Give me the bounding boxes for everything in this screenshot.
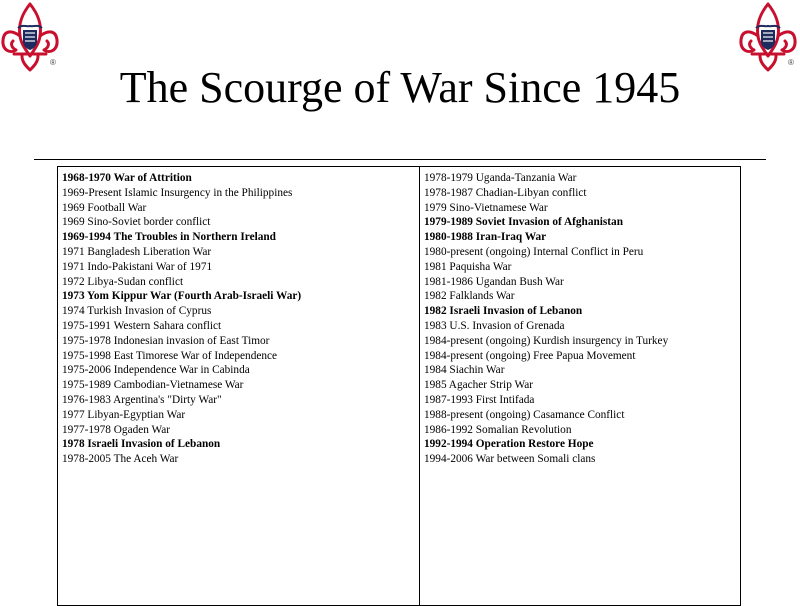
war-entry: 1969 Football War	[62, 201, 147, 214]
war-entry: 1978 Israeli Invasion of Lebanon	[62, 438, 221, 451]
war-entry: 1979 Sino-Vietnamese War	[424, 201, 548, 214]
title-divider	[34, 159, 766, 160]
war-entry: 1984-present (ongoing) Kurdish insurgency in Turkey	[424, 334, 669, 347]
war-entry: 1975-1991 Western Sahara conflict	[62, 319, 222, 332]
war-entry: 1992-1994 Operation Restore Hope	[424, 438, 594, 451]
war-entry: 1981-1986 Ugandan Bush War	[424, 275, 564, 288]
war-entry: 1977 Libyan-Egyptian War	[62, 408, 186, 421]
war-entry: 1971 Bangladesh Liberation War	[62, 245, 212, 258]
war-entry: 1982 Falklands War	[424, 290, 515, 303]
war-entry: 1984 Siachin War	[424, 364, 505, 377]
column-divider	[419, 166, 420, 606]
war-entry: 1978-1979 Uganda-Tanzania War	[424, 172, 577, 184]
war-entry: 1978-2005 The Aceh War	[62, 453, 179, 466]
war-entry: 1975-1978 Indonesian invasion of East Timor	[62, 334, 270, 347]
war-entry: 1969-Present Islamic Insurgency in the Philippines	[62, 186, 293, 199]
slide-title: The Scourge of War Since 1945	[119, 63, 681, 112]
left-column	[62, 171, 301, 467]
war-entry: 1971 Indo-Pakistani War of 1971	[62, 260, 213, 273]
registered-mark: ®	[50, 58, 56, 67]
war-entry: 1980-present (ongoing) Internal Conflict in Peru	[424, 245, 644, 258]
war-entry: 1988-present (ongoing) Casamance Conflict	[424, 408, 625, 421]
war-entry: 1982 Israeli Invasion of Lebanon	[424, 305, 583, 318]
war-entry: 1983 U.S. Invasion of Grenada	[424, 319, 565, 332]
war-entry: 1987-1993 First Intifada	[424, 393, 535, 406]
war-entry: 1981 Paquisha War	[424, 260, 512, 273]
war-entry: 1979-1989 Soviet Invasion of Afghanistan	[424, 216, 623, 229]
war-entry: 1984-present (ongoing) Free Papua Movement	[424, 349, 636, 362]
war-entry: 1976-1983 Argentina's "Dirty War"	[62, 393, 222, 406]
war-entry: 1972 Libya-Sudan conflict	[62, 275, 184, 288]
war-entry: 1973 Yom Kippur War (Fourth Arab-Israeli War)	[62, 290, 302, 303]
war-entry: 1969 Sino-Soviet border conflict	[62, 216, 211, 229]
war-entry: 1974 Turkish Invasion of Cyprus	[62, 305, 212, 318]
war-entry: 1985 Agacher Strip War	[424, 379, 534, 392]
war-entry: 1975-1989 Cambodian-Vietnamese War	[62, 379, 244, 392]
registered-mark: ®	[788, 58, 794, 67]
war-entry: 1977-1978 Ogaden War	[62, 423, 171, 436]
war-entry: 1968-1970 War of Attrition	[62, 172, 192, 184]
war-entry: 1994-2006 War between Somali clans	[424, 453, 596, 466]
war-entry: 1986-1992 Somalian Revolution	[424, 423, 572, 436]
war-entry: 1980-1988 Iran-Iraq War	[424, 231, 547, 244]
war-entry: 1969-1994 The Troubles in Northern Ireland	[62, 231, 276, 244]
war-entry: 1975-1998 East Timorese War of Independence	[62, 349, 278, 362]
war-entry: 1978-1987 Chadian-Libyan conflict	[424, 186, 587, 199]
right-column	[424, 171, 668, 467]
war-entry: 1975-2006 Independence War in Cabinda	[62, 364, 250, 377]
